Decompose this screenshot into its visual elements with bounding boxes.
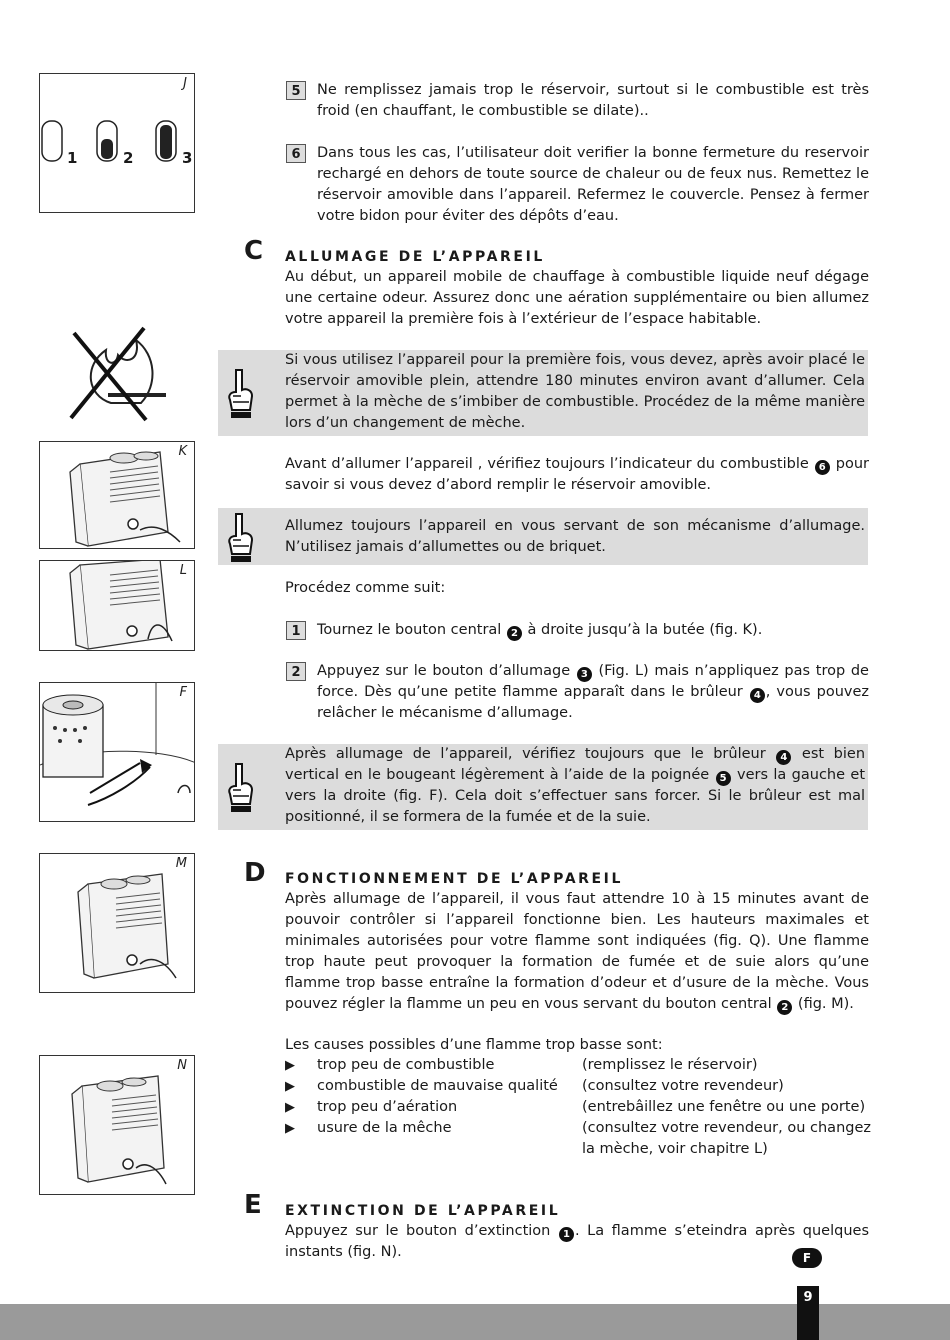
step-text: Ne remplissez jamais trop le réservoir, surtout si le combustible est très froid (en chauffant, le combustible se dilate).. (317, 82, 869, 119)
section-heading-c: ALLUMAGE DE L’APPAREIL (285, 249, 545, 265)
gauge-number-2: 2 (123, 149, 134, 167)
step-2-text (317, 661, 869, 724)
heater-illustration (40, 442, 195, 549)
bullet-arrow-icon: ▶ (285, 1058, 295, 1073)
step-number-box: 5 (286, 81, 306, 100)
circled-number: 6 (815, 460, 830, 475)
figure-l (39, 560, 195, 651)
pointing-hand-icon (222, 760, 256, 816)
figure-l-label: L (179, 563, 187, 578)
cause-text: trop peu d’aération (317, 1099, 458, 1115)
note-3-text-c: vers la gauche et vers la droite (fig. F). Cela doit s’effectuer sans forcer. Si le brûleur est mal positionné, il se formera de la fumée et de la suie. (285, 767, 866, 825)
warning-note-3 (218, 744, 868, 830)
note-3-text-b: est bien vertical en le bougeant légèrement à l’aide de la poignée (285, 746, 866, 783)
heater-illustration (40, 1056, 195, 1195)
section-heading-d: FONCTIONNEMENT DE L’APPAREIL (285, 871, 624, 887)
warning-note-text: Si vous utilisez l’appareil pour la première fois, vous devez, après avoir placé le réservoir amovible plein, attendre 180 minutes environ avant d’allumer. Cela permet à la mèche de s’imbiber de combustible. Procédez de la même manière lors d’un changement de mèche. (285, 352, 865, 431)
note-3-text-a: Après allumage de l’appareil, vérifiez toujours que le brûleur (285, 746, 766, 762)
circled-number: 2 (507, 626, 522, 641)
figure-f-label: F (179, 685, 187, 700)
step-1-text-a: Tournez le bouton central (317, 622, 502, 638)
warning-note-1 (218, 350, 868, 436)
fuel-indicator-check (285, 454, 869, 496)
no-open-flame-icon (66, 325, 186, 425)
figure-n-label: N (177, 1058, 187, 1073)
step-2-text-c: , vous pouvez relâcher le mécanisme d’allumage. (317, 684, 870, 721)
step-1-text (317, 620, 869, 641)
heater-illustration (40, 854, 195, 993)
fuel-check-text-a: Avant d’allumer l’appareil , vérifiez toujours l’indicateur du combustible (285, 456, 809, 472)
cause-text: trop peu de combustible (317, 1057, 495, 1073)
step-number-box: 1 (286, 621, 306, 640)
figure-k-label: K (178, 444, 187, 459)
figure-j-label: J (183, 76, 187, 91)
section-e-body-b: . La flamme s’eteindra après quelques instants (fig. N). (285, 1223, 869, 1260)
section-d-body-a: Après allumage de l’appareil, il vous faut attendre 10 à 15 minutes avant de pouvoir contrôler si l’appareil fonctionne bien. Les hauteurs maximales et minimales autorisées pour votre flamme sont indiquées (fig. Q). Une flamme trop haute peut provoquer la formation de fumée et de suie alors qu’une flamme trop basse entraîne la formation d’odeur et d’usure de la mèche. Vous pouvez régler la flamme un peu en vous servant du bouton central (285, 891, 869, 1012)
section-d-body-b: (fig. M). (797, 996, 854, 1012)
figure-m-label: M (175, 856, 187, 871)
section-letter-d: D (244, 858, 266, 888)
step-1-text-b: à droite jusqu’à la butée (fig. K). (527, 622, 763, 638)
remedy-text: (entrebâillez une fenêtre ou une porte) (582, 1099, 866, 1115)
figure-f (39, 682, 195, 822)
bullet-arrow-icon: ▶ (285, 1079, 295, 1094)
step-2-text-a: Appuyez sur le bouton d’allumage (317, 663, 571, 679)
remedy-text: (consultez votre revendeur) (582, 1078, 784, 1094)
section-heading-e: EXTINCTION DE L’APPAREIL (285, 1203, 561, 1219)
section-e-body-a: Appuyez sur le bouton d’extinction (285, 1223, 551, 1239)
warning-note-text (285, 744, 865, 828)
warning-note-text: Allumez toujours l’appareil en vous servant de son mécanisme d’allumage. N’utilisez jamais d’allumettes ou de briquet. (285, 518, 865, 555)
pointing-hand-icon (222, 510, 256, 566)
proceed-text: Procédez comme suit: (285, 580, 446, 596)
section-e-body (285, 1221, 869, 1263)
circled-number: 4 (776, 750, 791, 765)
remedy-text: (consultez votre revendeur, ou changez la mèche, voir chapitre L) (582, 1120, 871, 1157)
figure-j (39, 73, 195, 213)
cause-text: combustible de mauvaise qualité (317, 1078, 558, 1094)
step-number-box: 6 (286, 144, 306, 163)
step-2-text-b: (Fig. L) mais n’appliquez pas trop de force. Dès qu’une petite flamme apparaît dans le brûleur (317, 663, 869, 700)
gauge-number-3: 3 (182, 149, 193, 167)
section-letter-e: E (244, 1190, 262, 1220)
burner-adjustment-illustration (40, 683, 195, 822)
gauge-number-1: 1 (67, 149, 78, 167)
step-number-box: 2 (286, 662, 306, 681)
figure-k (39, 441, 195, 549)
figure-n (39, 1055, 195, 1195)
section-d-body (285, 889, 869, 1015)
figure-m (39, 853, 195, 993)
circled-number: 5 (716, 771, 731, 786)
pointing-hand-icon (222, 366, 256, 422)
circled-number: 3 (577, 667, 592, 682)
bullet-arrow-icon: ▶ (285, 1121, 295, 1136)
page-number: 9 (797, 1286, 819, 1340)
heater-illustration (40, 561, 195, 651)
step-text: Dans tous les cas, l’utilisateur doit verifier la bonne fermeture du reservoir rechargé en dehors de toute source de chaleur ou de feux nus. Remettez le réservoir amovible dans l’appareil. Refermez le couvercle. Pensez à fermer votre bidon pour éviter des dépôts d’eau. (317, 145, 869, 224)
fuel-check-text-b: pour savoir si vous devez d’abord remplir le réservoir amovible. (285, 456, 869, 493)
warning-note-2 (218, 508, 868, 565)
causes-title: Les causes possibles d’une flamme trop basse sont: (285, 1037, 663, 1053)
fuel-gauge-illustration (40, 74, 195, 213)
circled-number: 4 (750, 688, 765, 703)
section-c-intro: Au début, un appareil mobile de chauffage à combustible liquide neuf dégage une certaine odeur. Assurez donc une aération supplémentaire ou bien allumez votre appareil la première fois à l’extérieur de l’espace habitable. (285, 269, 869, 327)
cause-text: usure de la mêche (317, 1120, 452, 1136)
circled-number: 1 (559, 1227, 574, 1242)
section-letter-c: C (244, 236, 264, 266)
bullet-arrow-icon: ▶ (285, 1100, 295, 1115)
language-badge: F (792, 1248, 822, 1268)
remedy-text: (remplissez le réservoir) (582, 1057, 758, 1073)
circled-number: 2 (777, 1000, 792, 1015)
